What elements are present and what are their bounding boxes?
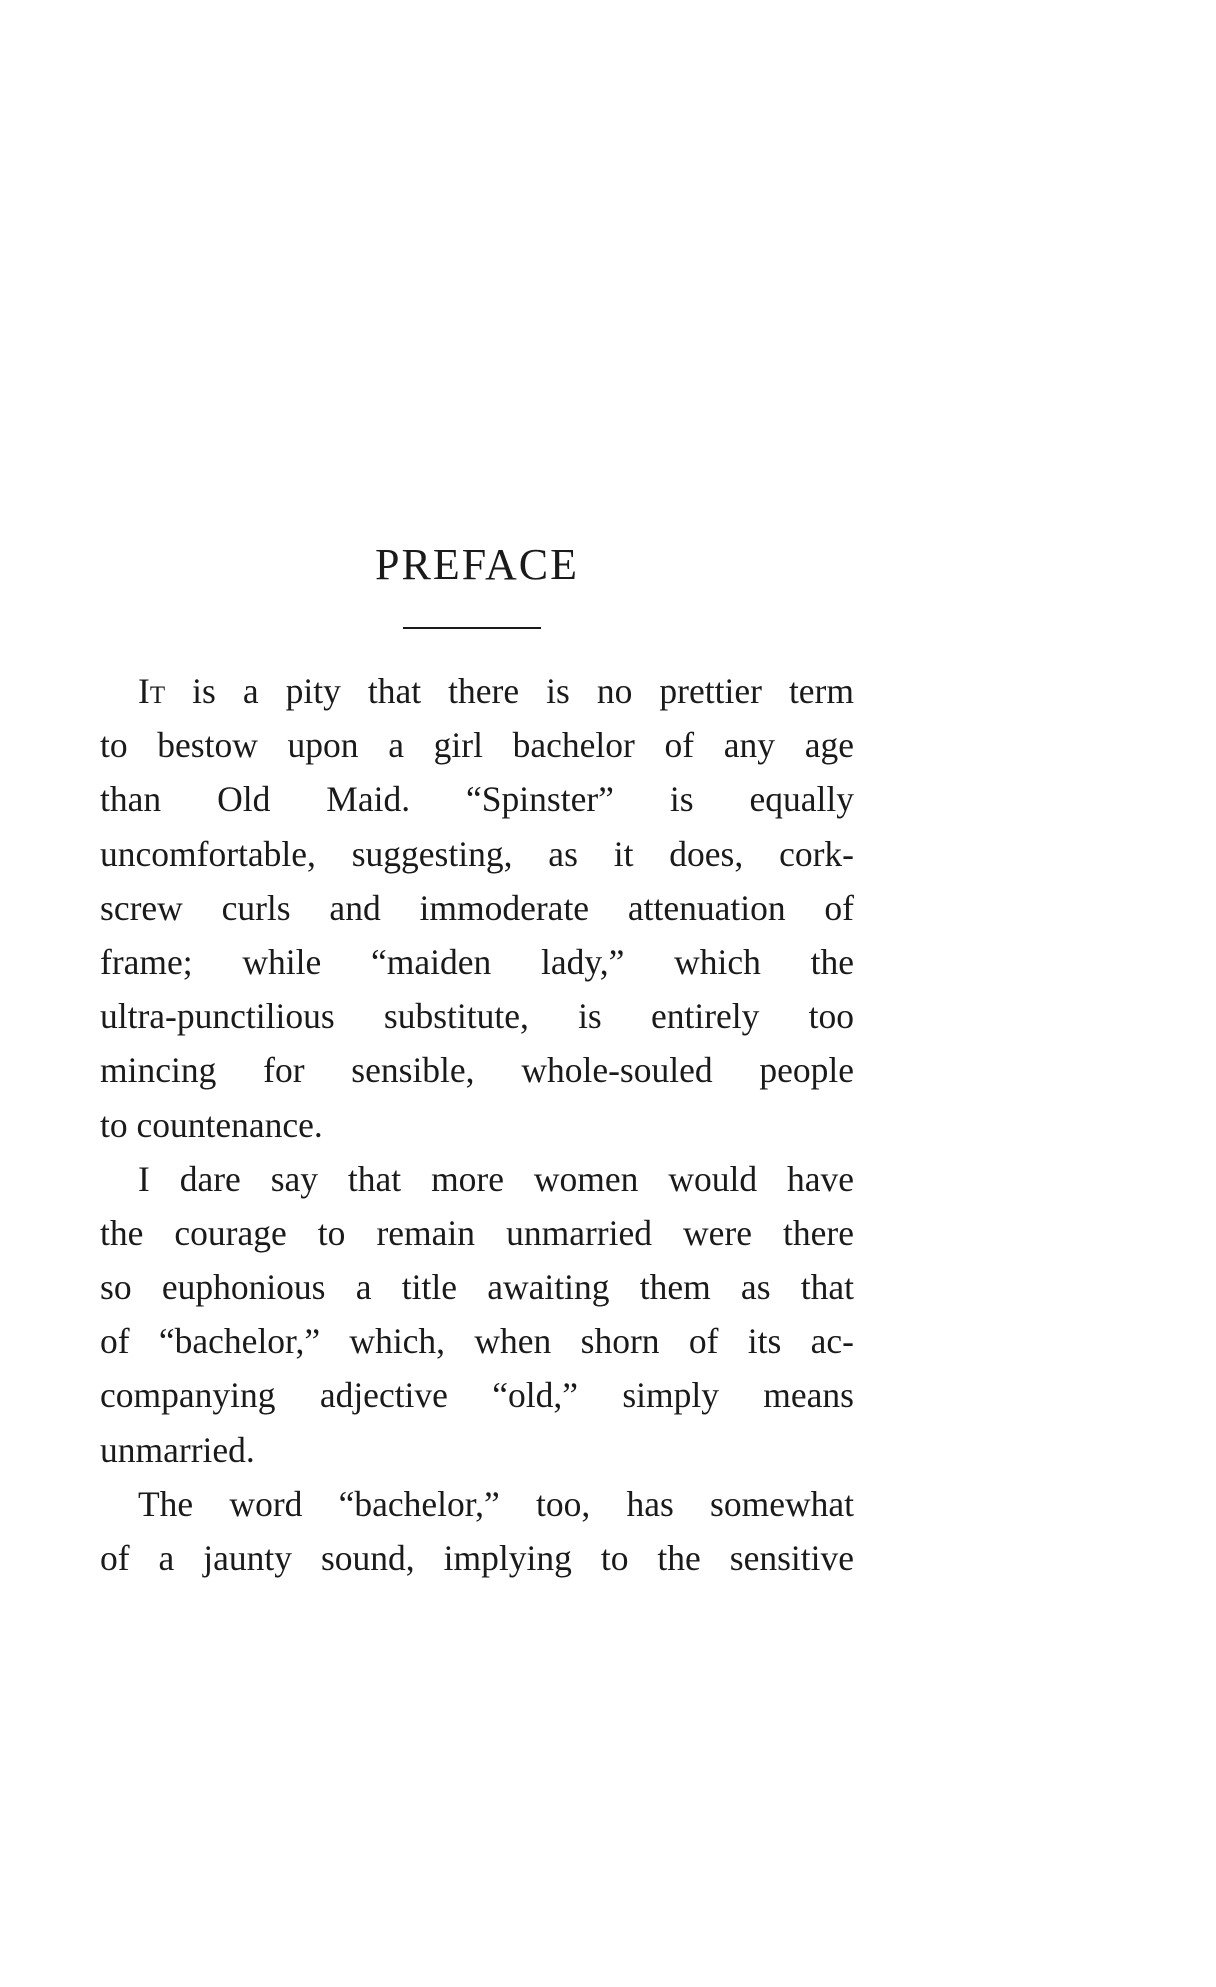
paragraph-1 (100, 664, 854, 1152)
text-line: ultra-punctilious substitute, is entirely too (100, 996, 854, 1037)
text-line: than Old Maid. “Spinster” is equally (100, 779, 854, 820)
page-title: PREFACE (375, 540, 579, 589)
text-line: of a jaunty sound, implying to the sensitive (100, 1538, 854, 1578)
title-divider (403, 627, 541, 629)
text-line: to countenance. (100, 1104, 323, 1145)
text-line: screw curls and immoderate attenuation of (100, 887, 854, 928)
text-line: mincing for sensible, whole-souled people (100, 1050, 854, 1091)
drop-lead-word: It (138, 671, 166, 711)
text-line: uncomfortable, suggesting, as it does, cork- (100, 833, 854, 874)
text-line: to bestow upon a girl bachelor of any age (100, 725, 854, 766)
text-line: so euphonious a title awaiting them as that (100, 1267, 854, 1308)
text-line: of “bachelor,” which, when shorn of its ac- (100, 1321, 854, 1362)
paragraph-3 (100, 1477, 854, 1585)
text-line: It is a pity that there is no prettier term (138, 671, 854, 711)
text-line: companying adjective “old,” simply means (100, 1375, 854, 1416)
text-line: I dare say that more women would have (138, 1158, 854, 1199)
text-line: The word “bachelor,” too, has somewhat (138, 1483, 854, 1524)
text-line: the courage to remain unmarried were there (100, 1212, 854, 1253)
text-line: unmarried. (100, 1429, 255, 1470)
paragraph-2 (100, 1152, 854, 1477)
text-line: frame; while “maiden lady,” which the (100, 941, 854, 982)
body-text (100, 664, 854, 1585)
